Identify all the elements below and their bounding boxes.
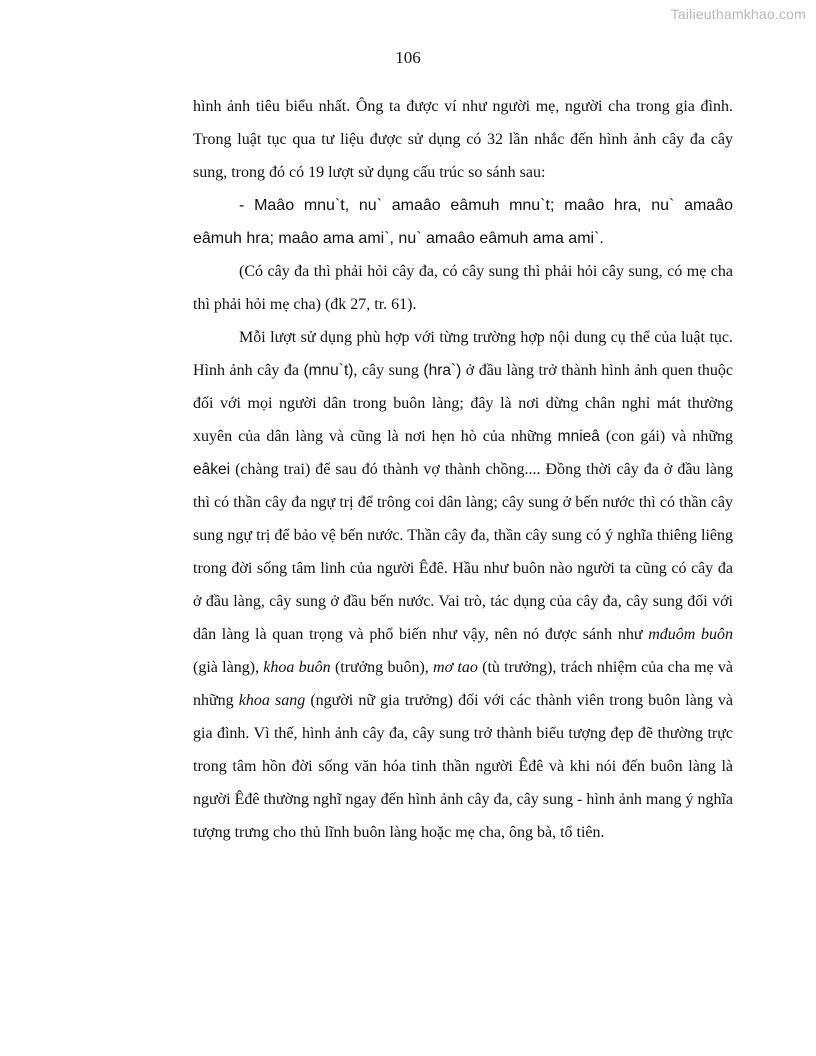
text-run: (tù trưởng), trách nhiệm của cha mẹ và những [193, 659, 734, 709]
ede-quote-text: - Maâo mnu`t, nu` amaâo eâmuh mnu`t; maâo hra, nu` amaâo eâmuh hra; maâo ama ami`, nu` amaâo eâmuh ama ami`. [193, 197, 733, 247]
paragraph-intro: hình ảnh tiêu biểu nhất. Ông ta được ví như người mẹ, người cha trong gia đình. Trong luật tục qua tư liệu được sử dụng có 32 lần nhắc đến hình ảnh cây đa cây sung, trong đó có 19 lượt sử dụng cấu trúc so sánh sau: [193, 98, 733, 181]
ede-term-eakei: eâkei [193, 461, 231, 478]
text-run: (con gái) và những [599, 428, 733, 445]
ede-term-mnut: (mnu`t) [303, 362, 354, 379]
text-run: , cây sung [353, 362, 424, 379]
text-run: (người nữ gia trưởng) đối với các thành viên trong buôn làng và gia đình. Vì thế, hình ảnh cây đa, cây sung trở thành biểu tượng đẹp đẽ thường trực trong tâm hồn đời sống văn hóa tinh thần người Êđê và khi nói đến buôn làng là người Êđê thường nghĩ ngay đến hình ảnh cây đa, cây sung - hình ảnh mang ý nghĩa tượng trưng cho thủ lĩnh buôn làng hoặc mẹ cha, ông bà, tổ tiên. [193, 692, 734, 841]
text-run: (già làng), [193, 659, 264, 676]
italic-term-khoa-sang: khoa sang [238, 692, 306, 709]
text-run: (trưởng buôn), [330, 659, 434, 676]
italic-term-khoa-buon: khoa buôn [263, 659, 331, 676]
italic-term-mduom-buon: mđuôm buôn [648, 626, 734, 643]
quote-translation: (Có cây đa thì phải hỏi cây đa, có cây sung thì phải hỏi cây sung, có mẹ cha thì phải hỏi mẹ cha) (đk 27, tr. 61). [193, 263, 733, 313]
text-run: (chàng trai) để sau đó thành vợ thành chồng.... Đồng thời cây đa ở đầu làng thì có thần cây đa ngự trị để trông coi dân làng; cây sung ở bến nước thì có thần cây sung ngự trị để bảo vệ bến nước. Thần cây đa, thần cây sung có ý nghĩa thiêng liêng trong đời sống tâm linh của người Êđê. Hầu như buôn nào người ta cũng có cây đa ở đầu làng, cây sung ở đầu bến nước. Vai trò, tác dụng của cây đa, cây sung đối với dân làng là quan trọng và phổ biến như vậy, nên nó được sánh như [193, 461, 733, 643]
ede-quote [193, 189, 733, 255]
text-run: ở đầu làng trở thành hình ảnh quen thuộc đối với mọi người dân trong buôn làng; đây là nơi dừng chân nghỉ mát thường xuyên của dân làng và cũng là nơi hẹn hò của những [193, 362, 734, 445]
ede-term-hra: (hra`) [423, 362, 462, 379]
italic-term-mo-tao: mơ tao [433, 659, 478, 676]
text-run: Mỗi lượt sử dụng phù hợp với từng trường hợp nội dung cụ thể của luật tục. Hình ảnh cây đa [193, 329, 733, 379]
page-content [193, 90, 733, 849]
ede-term-mniea: mnieâ [557, 428, 600, 445]
watermark: Tailieuthamkhao.com [670, 6, 806, 22]
page-number: 106 [395, 48, 421, 67]
paragraph-main [193, 321, 733, 849]
